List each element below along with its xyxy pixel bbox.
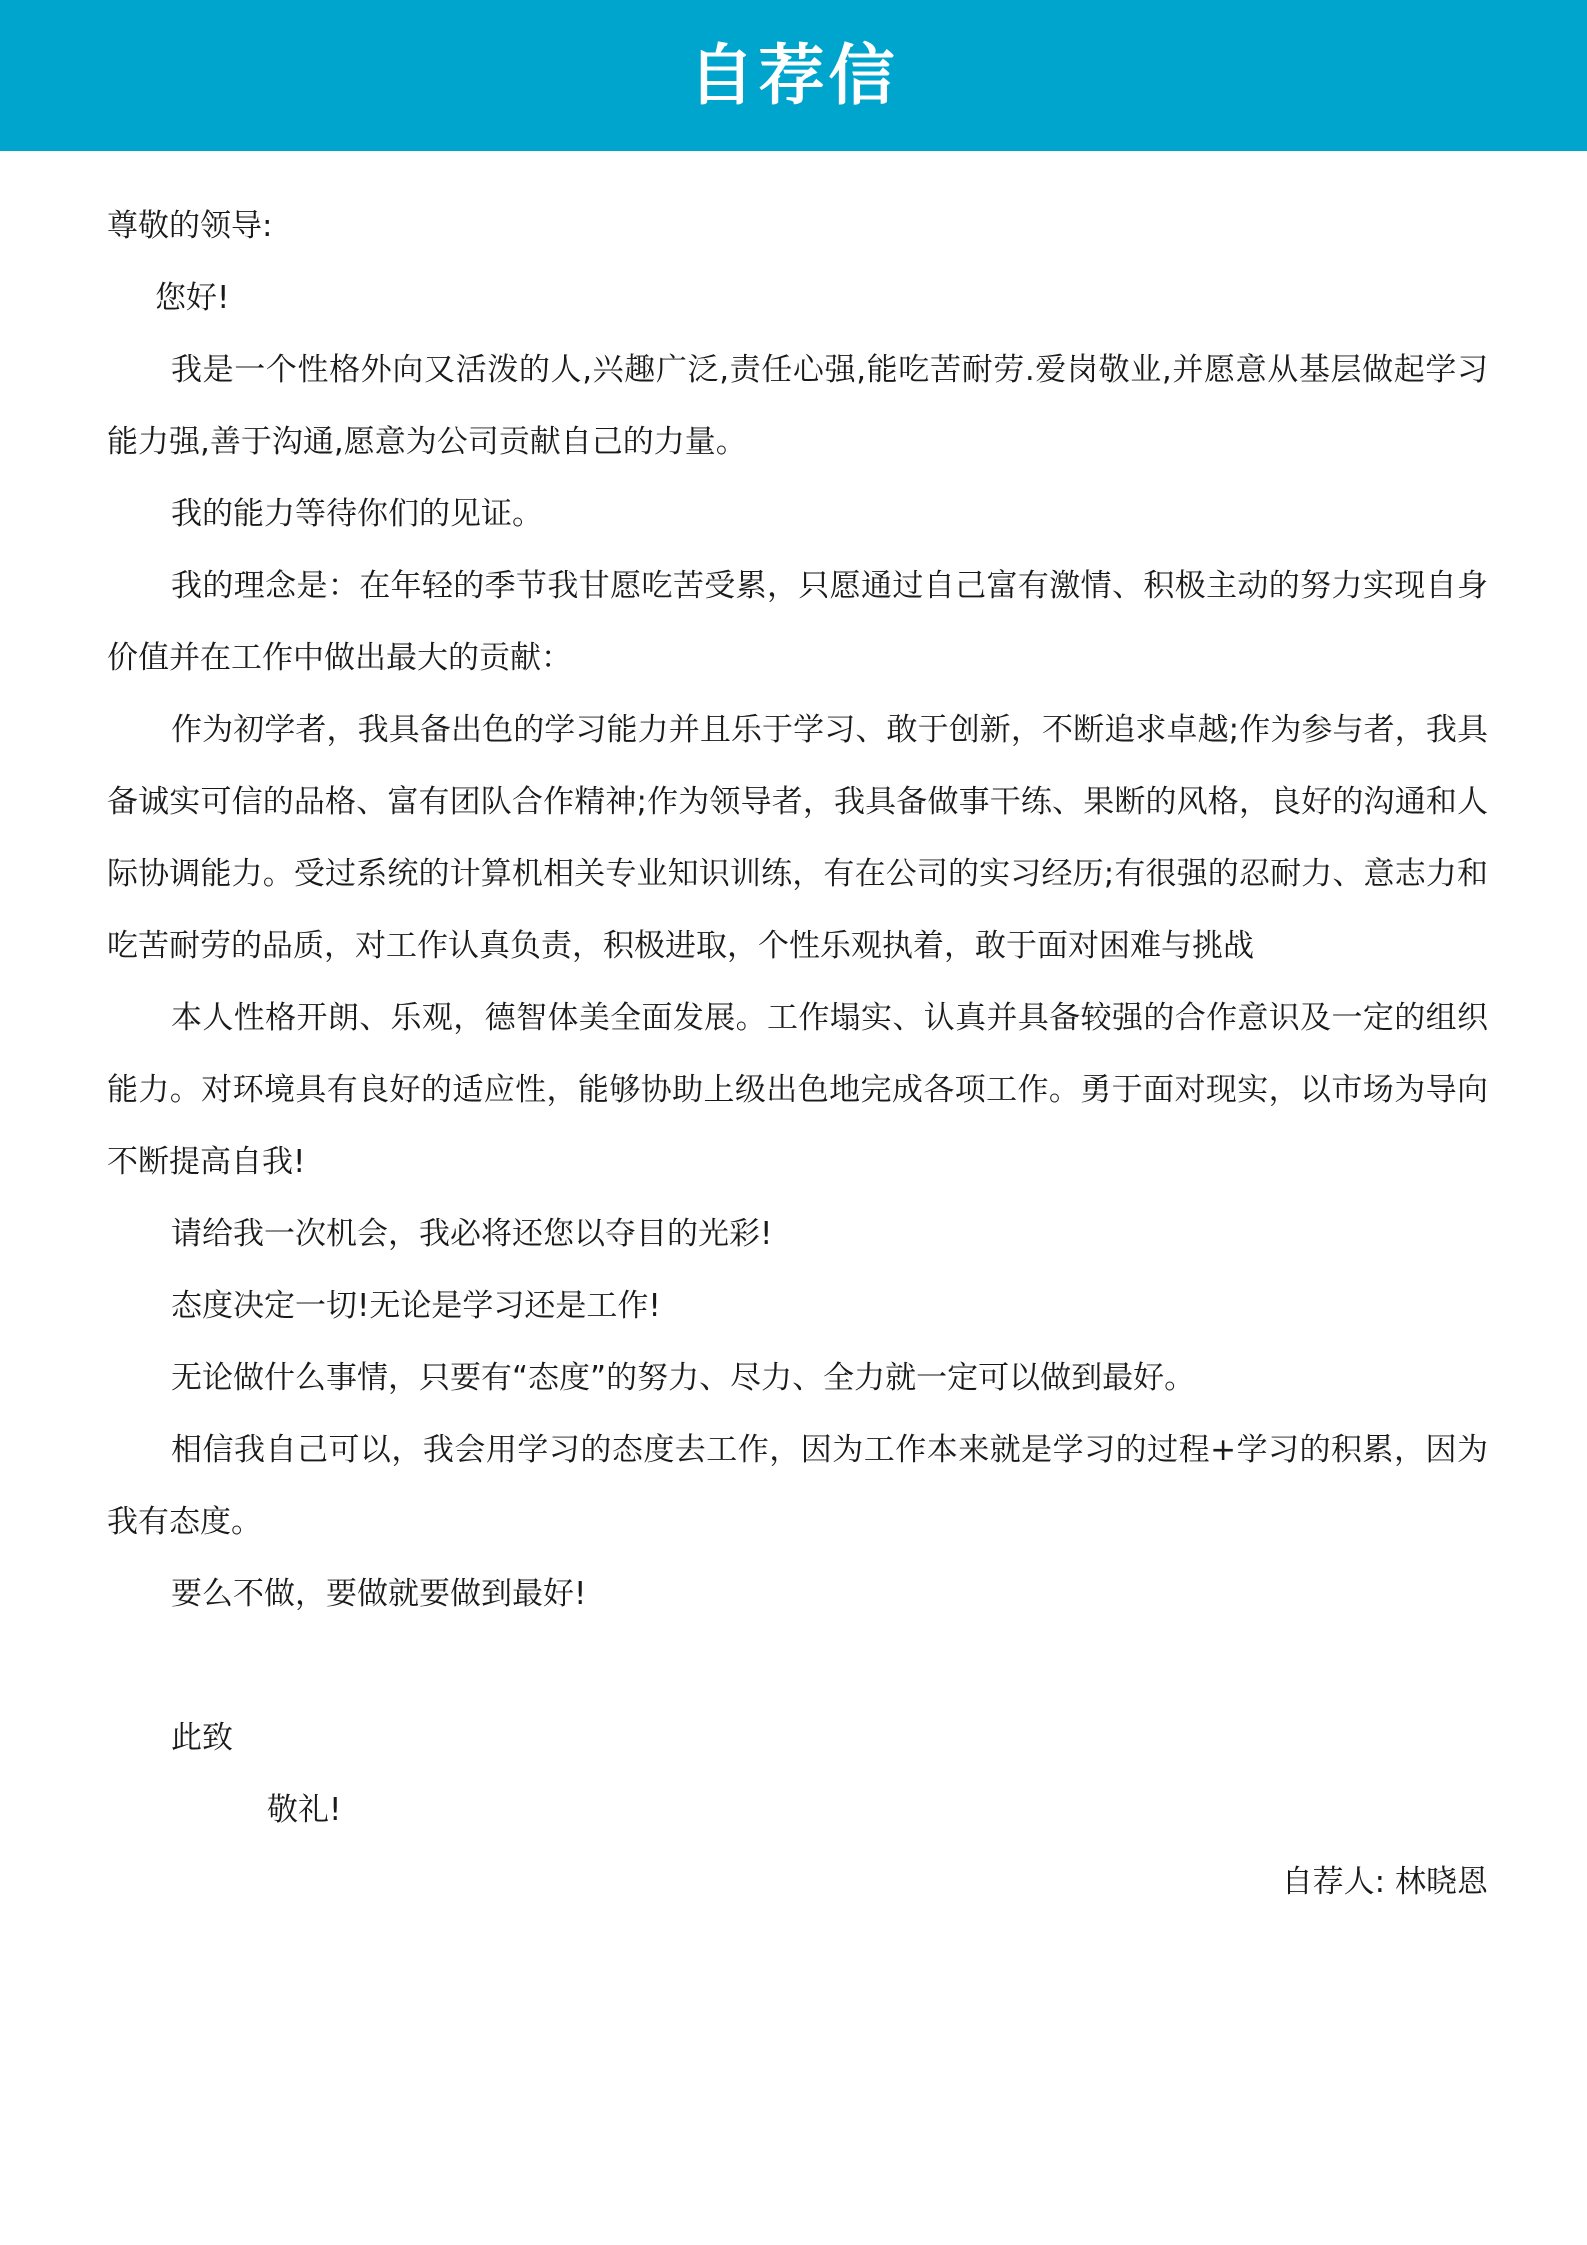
paragraph-intro: 我是一个性格外向又活泼的人,兴趣广泛,责任心强,能吃苦耐劳.爱岗敬业,并愿意从基层做起学习能力强,善于沟通,愿意为公司贡献自己的力量。 <box>107 352 1488 460</box>
signature: 自荐人: 林晓恩 <box>1281 1864 1488 1900</box>
header-banner <box>0 0 1587 151</box>
salutation: 尊敬的领导: <box>107 208 273 244</box>
paragraph-attitude: 态度决定一切!无论是学习还是工作! <box>171 1288 661 1324</box>
paragraph-confidence: 相信我自己可以，我会用学习的态度去工作，因为工作本来就是学习的过程+学习的积累，因为我有态度。 <box>107 1432 1488 1540</box>
paragraph-effort: 无论做什么事情，只要有“态度”的努力、尽力、全力就一定可以做到最好。 <box>171 1360 1196 1396</box>
paragraph-opportunity: 请给我一次机会，我必将还您以夺目的光彩! <box>171 1216 773 1252</box>
paragraph-philosophy: 我的理念是：在年轻的季节我甘愿吃苦受累，只愿通过自己富有激情、积极主动的努力实现自身价值并在工作中做出最大的贡献： <box>107 568 1488 676</box>
greeting: 您好! <box>155 280 230 316</box>
closing: 此致 <box>171 1720 233 1756</box>
paragraph-best: 要么不做，要做就要做到最好! <box>171 1576 587 1612</box>
regards: 敬礼! <box>267 1792 342 1828</box>
paragraph-personality: 本人性格开朗、乐观，德智体美全面发展。工作塌实、认真并具备较强的合作意识及一定的组织能力。对环境具有良好的适应性，能够协助上级出色地完成各项工作。勇于面对现实，以市场为导向不断提高自我! <box>107 1000 1488 1180</box>
paragraph-ability: 我的能力等待你们的见证。 <box>171 496 543 532</box>
spacer <box>107 1630 1488 1702</box>
page-title: 自荐信 <box>688 36 899 114</box>
paragraph-roles: 作为初学者，我具备出色的学习能力并且乐于学习、敢于创新，不断追求卓越;作为参与者，我具备诚实可信的品格、富有团队合作精神;作为领导者，我具备做事干练、果断的风格，良好的沟通和人际协调能力。受过系统的计算机相关专业知识训练，有在公司的实习经历;有很强的忍耐力、意志力和吃苦耐劳的品质，对工作认真负责，积极进取，个性乐观执着，敢于面对困难与挑战 <box>107 712 1488 964</box>
letter-body <box>107 190 1488 1918</box>
